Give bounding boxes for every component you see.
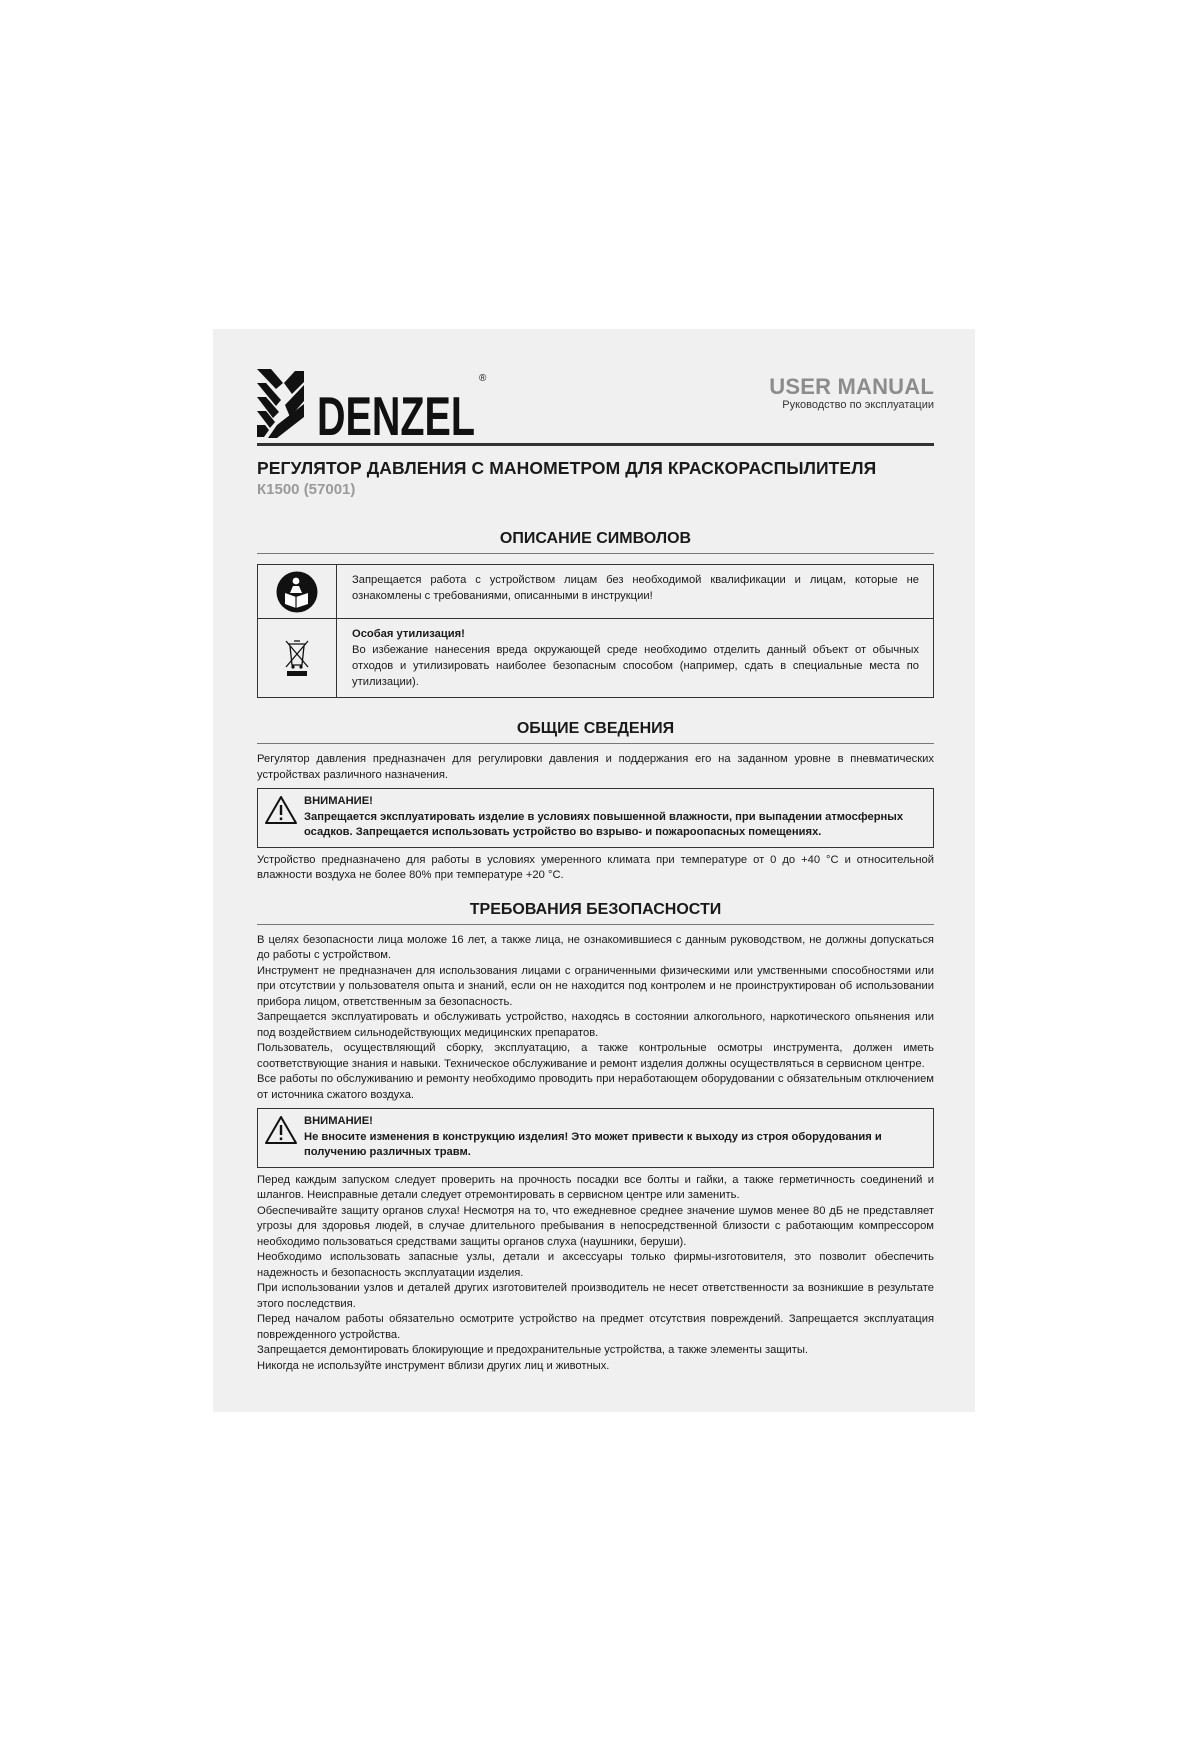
- section-divider: [257, 553, 934, 554]
- user-manual-label: [769, 375, 934, 411]
- user-manual-title: USER MANUAL: [769, 374, 934, 399]
- warning-title: ВНИМАНИЕ!: [304, 1115, 373, 1127]
- paragraph: Устройство предназначено для работы в условиях умеренного климата при температуре от 0 до +40 °С и относительной влажности воздуха не более 80% при температуре +20 °С.: [257, 853, 934, 881]
- symbol-description: Во избежание нанесения вреда окружающей среде необходимо отделить данный объект от обычных отходов и утилизировать наиболее безопасным способом (например, сдать в специальные места по утилизации).: [352, 644, 919, 688]
- symbol-title: Особая утилизация!: [352, 628, 465, 640]
- warning-text: Запрещается эксплуатировать изделие в условиях повышенной влажности, при выпадении атмосферных осадков. Запрещается использовать устройство во взрыво- и пожароопасных помещениях.: [304, 810, 904, 838]
- symbol-description: Запрещается работа с устройством лицам без необходимой квалификации и лицам, которые не ознакомлены с требованиями, описанными в инструкции!: [352, 574, 919, 602]
- symbol-row: [258, 618, 933, 697]
- section-divider: [257, 924, 934, 925]
- denzel-logo: [257, 367, 497, 447]
- warning-triangle-icon: [264, 1115, 298, 1145]
- warning-triangle-icon: [264, 795, 298, 825]
- document-title: РЕГУЛЯТОР ДАВЛЕНИЯ С МАНОМЕТРОМ ДЛЯ КРАСКОРАСПЫЛИТЕЛЯ: [257, 458, 877, 478]
- paragraph: Необходимо использовать запасные узлы, детали и аксессуары только фирмы-изготовителя, это позволит обеспечить надежность и безопасность эксплуатации изделия.: [257, 1251, 934, 1279]
- registered-mark: ®: [479, 373, 487, 384]
- warning-title: ВНИМАНИЕ!: [304, 795, 373, 807]
- crossed-bin-icon: [282, 638, 312, 678]
- paragraph: Регулятор давления предназначен для регулировки давления и поддержания его на заданном уровне в пневматических устройствах различного назначения.: [257, 753, 934, 781]
- paragraph: Перед каждым запуском следует проверить на прочность посадки все болты и гайки, а также герметичность соединений и шлангов. Неисправные детали следует отремонтировать в сервисном центре или заменить.: [257, 1173, 934, 1201]
- page-header: [257, 367, 934, 447]
- section-title-general: ОБЩИЕ СВЕДЕНИЯ: [516, 720, 675, 737]
- paragraph: Запрещается демонтировать блокирующие и предохранительные устройства, а также элементы защиты.: [257, 1344, 809, 1356]
- safety-paragraphs: [257, 933, 934, 1104]
- paragraph: Обеспечивайте защиту органов слуха! Несмотря на то, что ежедневное среднее значение шумов менее 80 дБ не представляет угрозы для здоровья людей, в случае длительного пребывания в непосредственной близости с работающим компрессором необходимо пользоваться средствами защиты органов слуха (наушники, беруши).: [257, 1204, 934, 1248]
- brand-wordmark: DENZEL: [317, 385, 475, 447]
- section-title-symbols: ОПИСАНИЕ СИМВОЛОВ: [499, 530, 692, 547]
- warning-text: Не вносите изменения в конструкцию изделия! Это может привести к выходу из строя оборудования и получению различных травм.: [304, 1130, 882, 1158]
- symbol-row: [258, 565, 933, 618]
- paragraph: Инструмент не предназначен для использования лицами с ограниченными физическими или умственными способностями или при отсутствии у пользователя опыта и знаний, если он не находится под контролем и не проинструктирован об использовании прибора лицом, ответственным за безопасность.: [257, 964, 934, 1008]
- safety-paragraphs-continued: [257, 1173, 934, 1375]
- paragraph: Перед началом работы обязательно осмотрите устройство на предмет отсутствия повреждений. Запрещается эксплуатация поврежденного устройства.: [257, 1313, 934, 1341]
- section-divider: [257, 743, 934, 744]
- paragraph: В целях безопасности лица моложе 16 лет, а также лица, не ознакомившиеся с данным руководством, не должны допускаться до работы с устройством.: [257, 933, 934, 961]
- paragraph: Пользователь, осуществляющий сборку, эксплуатацию, а также контрольные осмотры инструмента, должен иметь соответствующие знания и навыки. Техническое обслуживание и ремонт изделия должны осуществляться в сервисном центре.: [257, 1042, 934, 1070]
- read-manual-icon: [276, 571, 318, 613]
- manual-page: [213, 329, 975, 1412]
- warning-box: [257, 1108, 934, 1168]
- paragraph: Все работы по обслуживанию и ремонту необходимо проводить при неработающем оборудовании с обязательным отключением от источника сжатого воздуха.: [257, 1073, 934, 1101]
- paragraph: Запрещается эксплуатировать и обслуживать устройство, находясь в состоянии алкогольного, наркотического опьянения или под воздействием сильнодействующих медицинских препаратов.: [257, 1011, 934, 1039]
- page-content: [257, 367, 934, 1374]
- paragraph: Никогда не используйте инструмент вблизи других лиц и животных.: [257, 1359, 610, 1372]
- warning-box: [257, 788, 934, 848]
- document-model: К1500 (57001): [257, 481, 356, 498]
- paragraph: При использовании узлов и деталей других изготовителей производитель не несет ответственности за возникшие в результате этого последствия.: [257, 1282, 934, 1310]
- symbols-table: [257, 564, 934, 698]
- section-title-safety: ТРЕБОВАНИЯ БЕЗОПАСНОСТИ: [469, 900, 722, 918]
- user-manual-subtitle: Руководство по эксплуатации: [782, 399, 934, 411]
